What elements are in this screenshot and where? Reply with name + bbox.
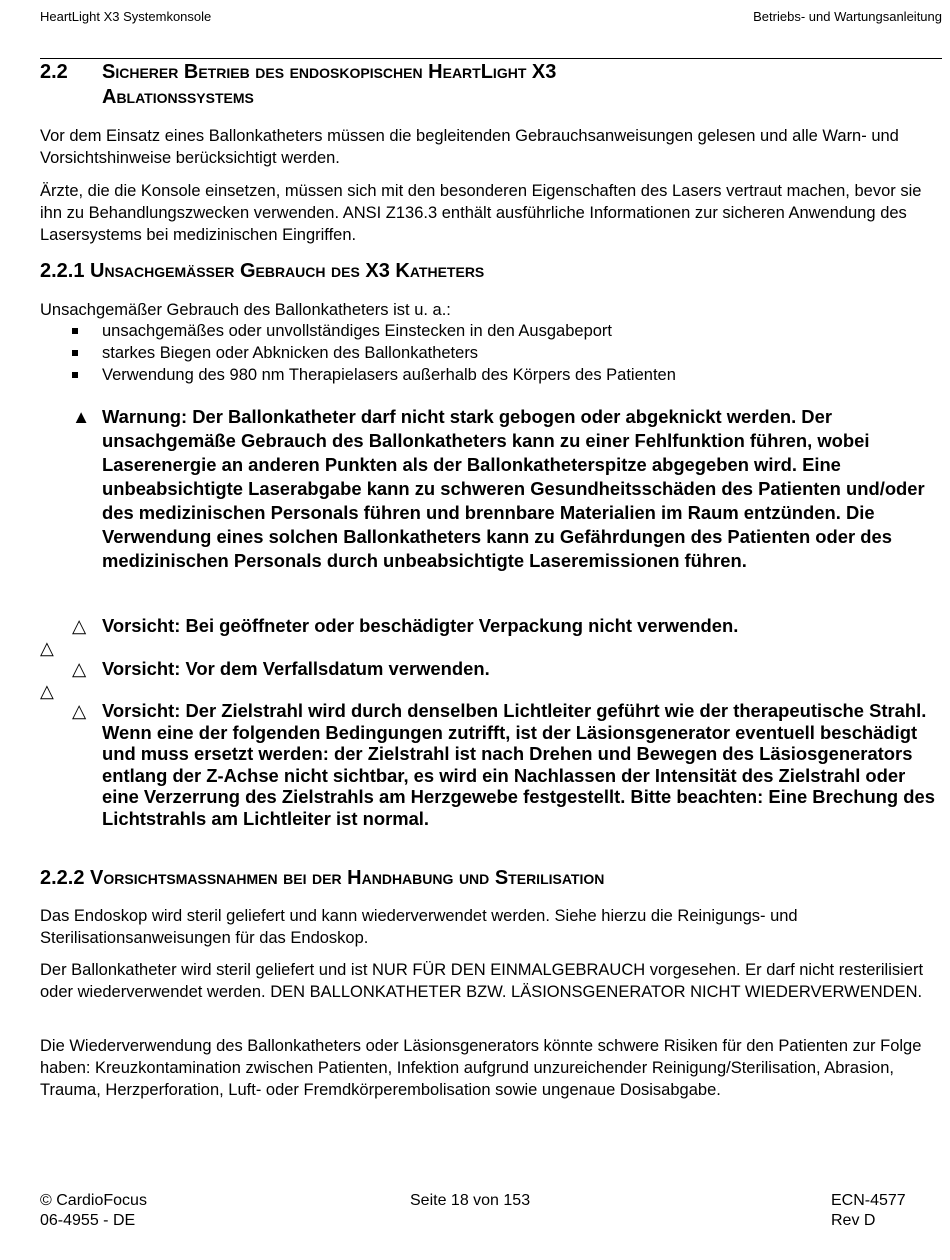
footer-ecn: ECN-4577	[831, 1192, 906, 1209]
bullet-square-icon	[72, 328, 78, 334]
footer-doc-number: 06-4955 - DE	[40, 1212, 136, 1229]
section-heading-2-2-2: 2.2.2 Vorsichtsmaßnahmen bei der Handhabung und Sterilisation	[40, 867, 605, 889]
footer-page-number: Seite 18 von 153	[410, 1192, 531, 1209]
caution-triangle-icon: △	[72, 700, 87, 721]
misuse-lead: Unsachgemäßer Gebrauch des Ballonkatheters ist u. a.:	[40, 301, 451, 319]
paragraph-single-use: Der Ballonkatheter wird steril geliefert und ist NUR FÜR DEN EINMALGEBRAUCH vorgesehen. Er darf nicht resterilisiert oder wiederverwendet werden. DEN BALLONKATHETER BZW. LÄSIONSGENERATOR NICHT WIEDERVERWENDEN.	[40, 961, 924, 1001]
paragraph-reuse-risks: Die Wiederverwendung des Ballonkatheters oder Läsionsgenerators könnte schwere Risiken für den Patienten zur Folge haben: Kreuzkontamination zwischen Patienten, Infektion aufgrund unzureichender Reinigung/Sterilisation, Abrasion, Trauma, Herzperforation, Luft- oder Fremdkörperembolisation sowie ungenaue Dosisabgabe.	[40, 1037, 922, 1099]
list-item: starkes Biegen oder Abknicken des Ballonkatheters	[40, 342, 676, 364]
caution-triangle-icon: △	[72, 658, 87, 679]
caution-notice-2	[72, 657, 942, 681]
section-title-line1: Sicherer Betrieb des endoskopischen HeartLight X3	[102, 61, 557, 83]
caution-text-3: Vorsicht: Der Zielstrahl wird durch denselben Lichtleiter geführt wie der therapeutische Strahl. Wenn eine der folgenden Bedingungen zutrifft, ist der Läsionsgenerator eventuell beschädigt und muss ersetzt werden: der Zielstrahl ist nach Drehen und Bewegen des Läsiosgenerators entlang der Z-Achse nicht sichtbar, es wird ein Nachlassen der Intensität des Zielstrahl oder eine Verzerrung des Zielstrahls am Herzgewebe festgestellt. Bitte beachten: Eine Brechung des Lichtstrahls am Lichtleiter ist normal.	[102, 700, 935, 829]
warning-text: Warnung: Der Ballonkatheter darf nicht stark gebogen oder abgeknickt werden. Der unsachgemäße Gebrauch des Ballonkatheters kann zu einer Fehlfunktion führen, wobei Laserenergie an anderen Punkten als der Ballonkatheterspitze abgegeben wird. Eine unbeabsichtigte Laserabgabe kann zu schweren Gesundheitsschäden des Patienten und/oder des medizinischen Personals führen und brennbare Materialien im Raum entzünden. Die Verwendung eines solchen Ballonkatheters kann zu Gefährdungen des Patienten oder des medizinischen Personals durch unbeabsichtigte Laseremissionen führen.	[102, 406, 925, 571]
section-number: 2.2	[40, 61, 68, 83]
caution-triangle-icon: △	[40, 681, 54, 701]
paragraph-intro-1: Vor dem Einsatz eines Ballonkatheters müssen die begleitenden Gebrauchsanweisungen gelesen und alle Warn- und Vorsichtshinweise berücksichtigt werden.	[40, 127, 899, 167]
warning-triangle-icon: ▲	[72, 406, 91, 427]
caution-text-2: Vorsicht: Vor dem Verfallsdatum verwenden.	[102, 658, 490, 679]
list-item: unsachgemäßes oder unvollständiges Einstecken in den Ausgabeport	[40, 320, 676, 342]
paragraph-endoscope: Das Endoskop wird steril geliefert und kann wiederverwendet werden. Siehe hierzu die Reinigungs- und Sterilisationsanweisungen für das Endoskop.	[40, 907, 798, 947]
list-item: Verwendung des 980 nm Therapielasers außerhalb des Körpers des Patienten	[40, 364, 676, 386]
header-right: Betriebs- und Wartungsanleitung	[753, 9, 942, 24]
footer-copyright: © CardioFocus	[40, 1192, 147, 1209]
warning-notice	[72, 405, 942, 573]
caution-text-1: Vorsicht: Bei geöffneter oder beschädigter Verpackung nicht verwenden.	[102, 615, 739, 636]
header-divider	[40, 58, 942, 59]
section-heading-2-2	[40, 60, 782, 110]
footer-revision: Rev D	[831, 1212, 876, 1229]
section-title-line2: Ablationssystems	[102, 86, 254, 108]
caution-notice-1	[72, 614, 942, 638]
caution-triangle-icon: △	[40, 638, 54, 658]
header-left: HeartLight X3 Systemkonsole	[40, 9, 212, 24]
bullet-square-icon	[72, 350, 78, 356]
bullet-square-icon	[72, 372, 78, 378]
misuse-list	[40, 320, 676, 386]
section-heading-2-2-1: 2.2.1 Unsachgemäßer Gebrauch des X3 Katheters	[40, 260, 485, 282]
paragraph-intro-2: Ärzte, die die Konsole einsetzen, müssen sich mit den besonderen Eigenschaften des Lasers vertraut machen, bevor sie ihn zu Behandlungszwecken verwenden. ANSI Z136.3 enthält ausführliche Informationen zur sicheren Anwendung des Lasersystems bei medizinischen Eingriffen.	[40, 182, 922, 244]
caution-notice-3	[72, 700, 942, 830]
caution-triangle-icon: △	[72, 615, 87, 636]
